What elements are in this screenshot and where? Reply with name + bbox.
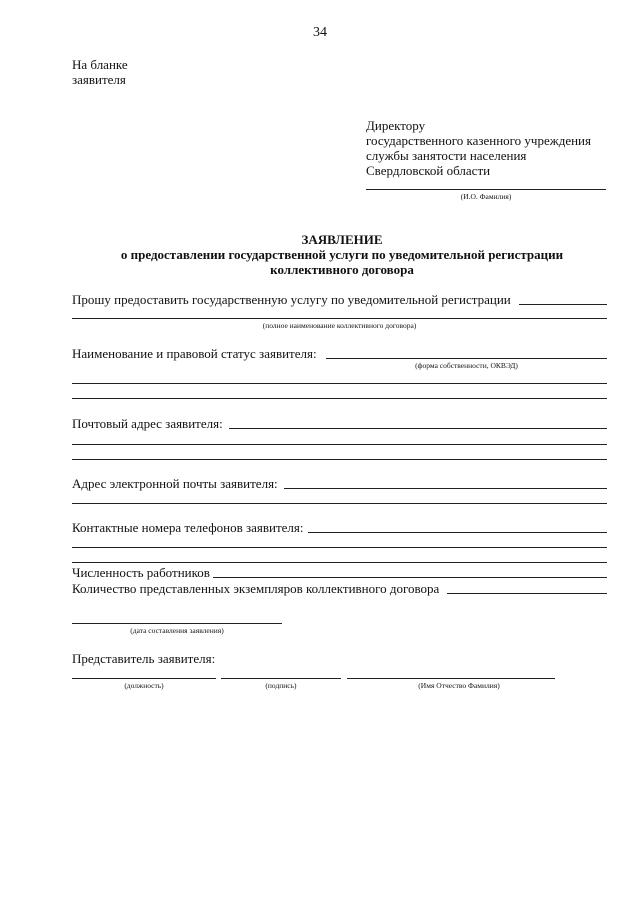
date-caption: (дата составления заявления)	[130, 626, 224, 635]
postal-address-field-line[interactable]	[229, 428, 607, 429]
signature-field-line[interactable]	[221, 678, 341, 679]
addressee-line-4: Свердловской области	[366, 163, 491, 178]
phones-label: Контактные номера телефонов заявителя:	[72, 520, 304, 535]
name-status-field-line-2[interactable]	[72, 383, 607, 384]
document-subtitle-2: коллективного договора	[270, 262, 414, 277]
email-label: Адрес электронной почты заявителя:	[72, 476, 278, 491]
addressee-caption: (И.О. Фамилия)	[460, 192, 512, 201]
email-field-line-2[interactable]	[72, 503, 607, 504]
employees-field-line[interactable]	[213, 577, 607, 578]
request-label: Прошу предоставить государственную услугу по уведомительной регистрации	[72, 292, 511, 307]
document-title: ЗАЯВЛЕНИЕ	[301, 232, 383, 247]
request-caption: (полное наименование коллективного договора)	[262, 321, 417, 330]
name-status-field-line-3[interactable]	[72, 398, 607, 399]
postal-address-field-line-3[interactable]	[72, 459, 607, 460]
addressee-line-1: Директору	[366, 118, 426, 133]
employees-label: Численность работников	[72, 565, 210, 580]
position-caption: (должность)	[124, 681, 164, 690]
name-status-caption: (форма собственности, ОКВЭД)	[415, 361, 518, 370]
email-field-line[interactable]	[284, 488, 607, 489]
date-field-line[interactable]	[72, 623, 282, 624]
position-field-line[interactable]	[72, 678, 216, 679]
name-status-field-line[interactable]	[326, 358, 607, 359]
postal-address-field-line-2[interactable]	[72, 444, 607, 445]
phones-field-line-3[interactable]	[72, 562, 607, 563]
request-field-line[interactable]	[519, 304, 607, 305]
fullname-caption: (Имя Отчество Фамилия)	[418, 681, 500, 690]
letterhead-line-1: На бланке	[72, 57, 128, 72]
addressee-line-2: государственного казенного учреждения	[366, 133, 591, 148]
request-field-line-2[interactable]	[72, 318, 607, 319]
fullname-field-line[interactable]	[347, 678, 555, 679]
addressee-name-line[interactable]	[366, 189, 606, 190]
page-number: 34	[313, 25, 327, 40]
addressee-line-3: службы занятости населения	[366, 148, 527, 163]
letterhead-line-2: заявителя	[72, 72, 126, 87]
document-subtitle-1: о предоставлении государственной услуги по уведомительной регистрации	[120, 247, 564, 262]
signature-caption: (подпись)	[265, 681, 297, 690]
copies-label: Количество представленных экземпляров коллективного договора	[72, 581, 440, 596]
phones-field-line-2[interactable]	[72, 547, 607, 548]
copies-field-line[interactable]	[447, 593, 607, 594]
phones-field-line[interactable]	[308, 532, 607, 533]
postal-address-label: Почтовый адрес заявителя:	[72, 416, 223, 431]
name-status-label: Наименование и правовой статус заявителя:	[72, 346, 317, 361]
representative-label: Представитель заявителя:	[72, 651, 216, 666]
